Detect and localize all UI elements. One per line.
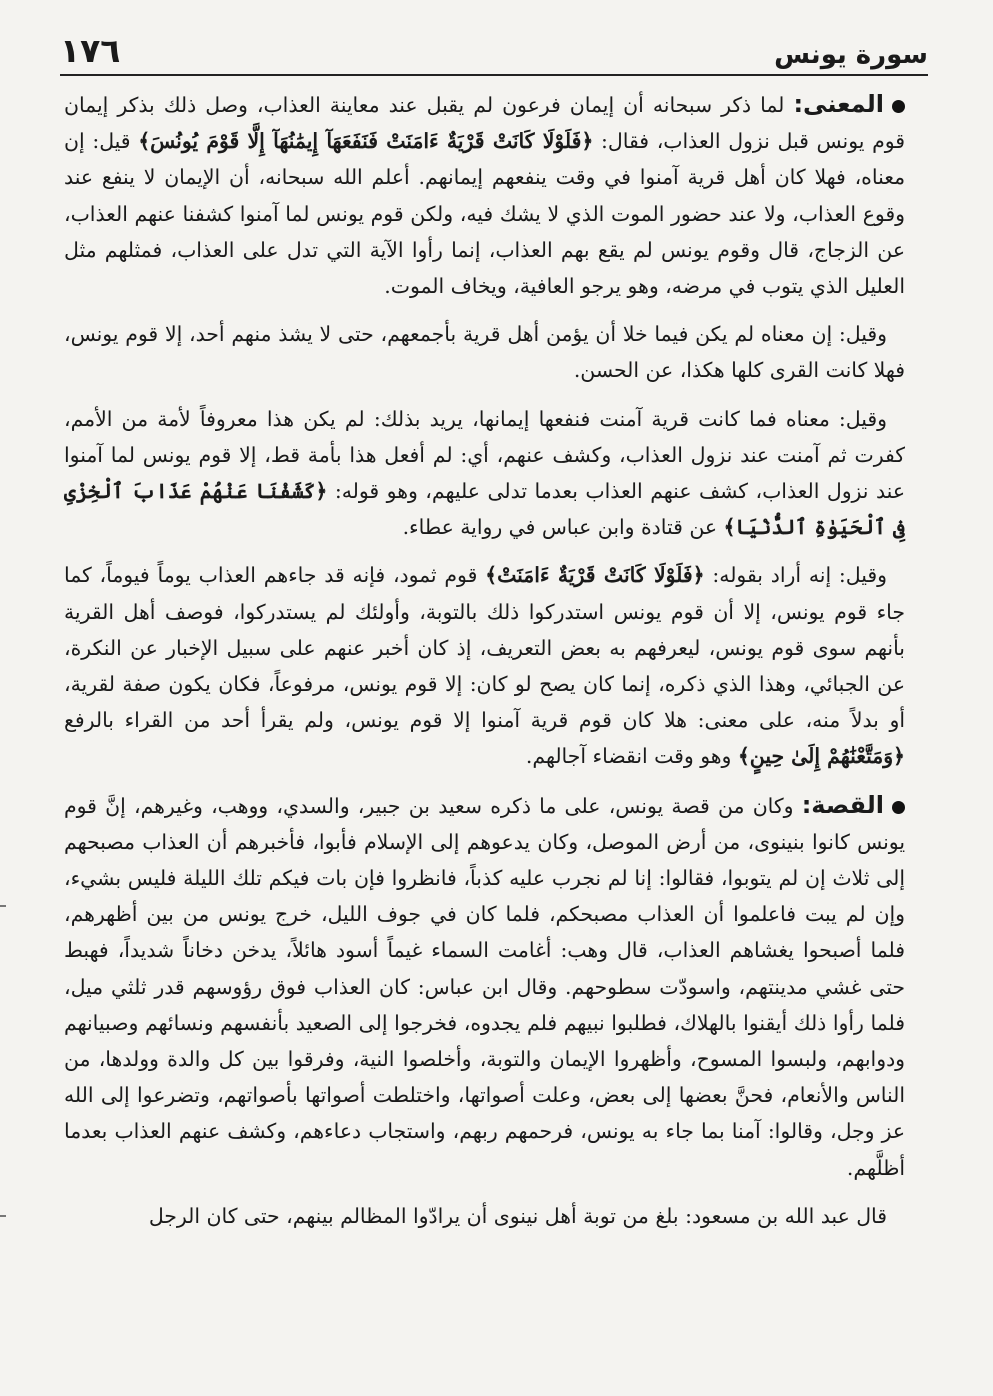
surah-title: سورة يونس <box>774 40 928 70</box>
paragraph-story <box>64 787 905 1186</box>
paragraph-opinion-4 <box>64 557 905 774</box>
quran-verse: ﴿فَلَوْلَا كَانَتْ قَرْيَةٌ ءَامَنَتْ﴾ <box>485 563 705 588</box>
paragraph-meaning <box>64 86 905 304</box>
paragraph-text: وقيل: إن معناه لم يكن فيما خلا أن يؤمن أهل قرية بأجمعهم، حتى لا يشذ منهم أحد، إلا قوم يونس، فهلا كانت القرى كلها هكذا، عن الحسن. <box>64 322 905 383</box>
paragraph-text: عن قتادة وابن عباس في رواية عطاء. <box>402 515 724 540</box>
bullet-icon <box>892 100 905 113</box>
page-number: ١٧٦ <box>60 31 121 70</box>
paragraph-text: قال عبد الله بن مسعود: بلغ من توبة أهل نينوى أن يرادّوا المظالم بينهم، حتى كان الرجل <box>148 1203 887 1228</box>
page-body <box>64 86 905 1366</box>
paragraph-text: لما ذكر سبحانه أن إيمان فرعون لم يقبل عند معاينة العذاب، وصل ذلك بذكر إيمان قوم يونس قبل نزول العذاب، فقال: <box>64 93 905 154</box>
page-header <box>60 28 928 76</box>
paragraph-text: وهو وقت انقضاء آجالهم. <box>525 744 738 769</box>
quran-verse: ﴿وَمَتَّعْنَٰهُمْ إِلَىٰ حِينٍ﴾ <box>737 744 905 769</box>
section-heading-story: القصة: <box>801 790 884 819</box>
paragraph-text: وقيل: إنه أراد بقوله: <box>704 563 887 588</box>
paragraph-ibn-masud <box>64 1198 905 1234</box>
section-heading-meaning: المعنى: <box>793 90 884 118</box>
paragraph-text: وكان من قصة يونس، على ما ذكره سعيد بن جبير، والسدي، ووهب، وغيرهم، إنَّ قوم يونس كانوا بنينوى، من أرض الموصل، وكان يدعوهم إلى الإسلام فأبوا، فأخبرهم أن العذاب مصبحهم إلى ثلاث إن لم يتوبوا، فقالوا: إنا لم نجرب عليه كذباً، فانظروا فإن بات فيكم تلك الليلة فليس بشيء، وإن لم يبت فاعلموا أن العذاب مصبحكم، فلما كان في جوف الليل، خرج يونس من بين أظهرهم، فلما أصبحوا يغشاهم العذاب، قال وهب: أغامت السماء غيماً أسود هائلاً، يدخن دخاناً شديداً، فهبط حتى غشي مدينتهم، واسودّت سطوحهم. وقال ابن عباس: كان العذاب فوق رؤوسهم قدر ثلثي ميل، فلما رأوا ذلك أيقنوا بالهلاك، فطلبوا نبيهم فلم يجدوه، فخرجوا إلى الصعيد بأنفسهم ونسائهم وصبيانهم ودوابهم، ولبسوا المسوح، وأظهروا الإيمان والتوبة، وأخلصوا النية، وفرقوا بين كل والدة وولدها، من الناس والأنعام، فحنَّ بعضها إلى بعض، وعلت أصواتها، واختلطت أصواتها بأصواتهم، وتضرعوا إلى الله عز وجل، وقالوا: آمنا بما جاء به يونس، فرحمهم ربهم، واستجاب دعاءهم، وكشف عنهم العذاب بعدما أظلَّهم. <box>64 793 905 1180</box>
paragraph-opinion-2 <box>64 316 905 388</box>
scan-edge-mark <box>0 905 6 907</box>
bullet-icon <box>892 801 905 814</box>
paragraph-opinion-3 <box>64 401 905 546</box>
scan-edge-mark <box>0 1215 6 1217</box>
quran-verse: ﴿كَشَفْنَا عَنْهُمْ عَذَابَ ٱلْخِزْىِ فِى ٱلْحَيَوٰةِ ٱلدُّنْيَا﴾ <box>64 479 905 540</box>
paragraph-text: قوم ثمود، فإنه قد جاءهم العذاب يوماً فيوماً، كما جاء قوم يونس، إلا أن قوم يونس استدركوا ذلك بالتوبة، وأولئك لم يستدركوا، فوصف أهل القرية بأنهم سوى قوم يونس، ليعرفهم به بعض التعريف، إذ كان أخبر عنهم على سبيل الإخبار عن النكرة، عن الجبائي، وهذا الذي ذكره، إنما كان يصح لو كان: إلا قوم يونس، مرفوعاً، فكان يكون صفة لقرية، أو بدلاً منه، على معنى: هلا كان قوم قرية آمنوا إلا قوم يونس، ولم يقرأ أحد من القراء بالرفع <box>64 563 905 733</box>
quran-verse: ﴿فَلَوْلَا كَانَتْ قَرْيَةٌ ءَامَنَتْ فَنَفَعَهَآ إِيمَٰنُهَآ إِلَّا قَوْمَ يُونُسَ﴾ <box>138 129 594 154</box>
paragraph-text: قيل: إن معناه، فهلا كان أهل قرية آمنوا في وقت ينفعهم إيمانهم. أعلم الله سبحانه، أن الإيمان لا ينفع عند وقوع العذاب، ولا عند حضور الموت الذي لا يشك فيه، ولكن قوم يونس لما آمنوا كشفنا عنهم العذاب، عن الزجاج، قال وقوم يونس لم يقع بهم العذاب، إنما رأوا الآية التي تدل على العذاب، فمثلهم مثل العليل الذي يتوب في مرضه، وهو يرجو العافية، ويخاف الموت. <box>64 129 905 299</box>
paragraph-text: وقيل: معناه فما كانت قرية آمنت فنفعها إيمانها، يريد بذلك: لم يكن هذا معروفاً لأمة من الأمم، كفرت ثم آمنت عند نزول العذاب، وكشف عنهم، أي: لم أفعل هذا بأمة قط، إلا قوم يونس لما آمنوا عند نزول العذاب، كشف عنهم العذاب بعدما تدلى عليهم، وهو قوله: <box>64 406 906 504</box>
